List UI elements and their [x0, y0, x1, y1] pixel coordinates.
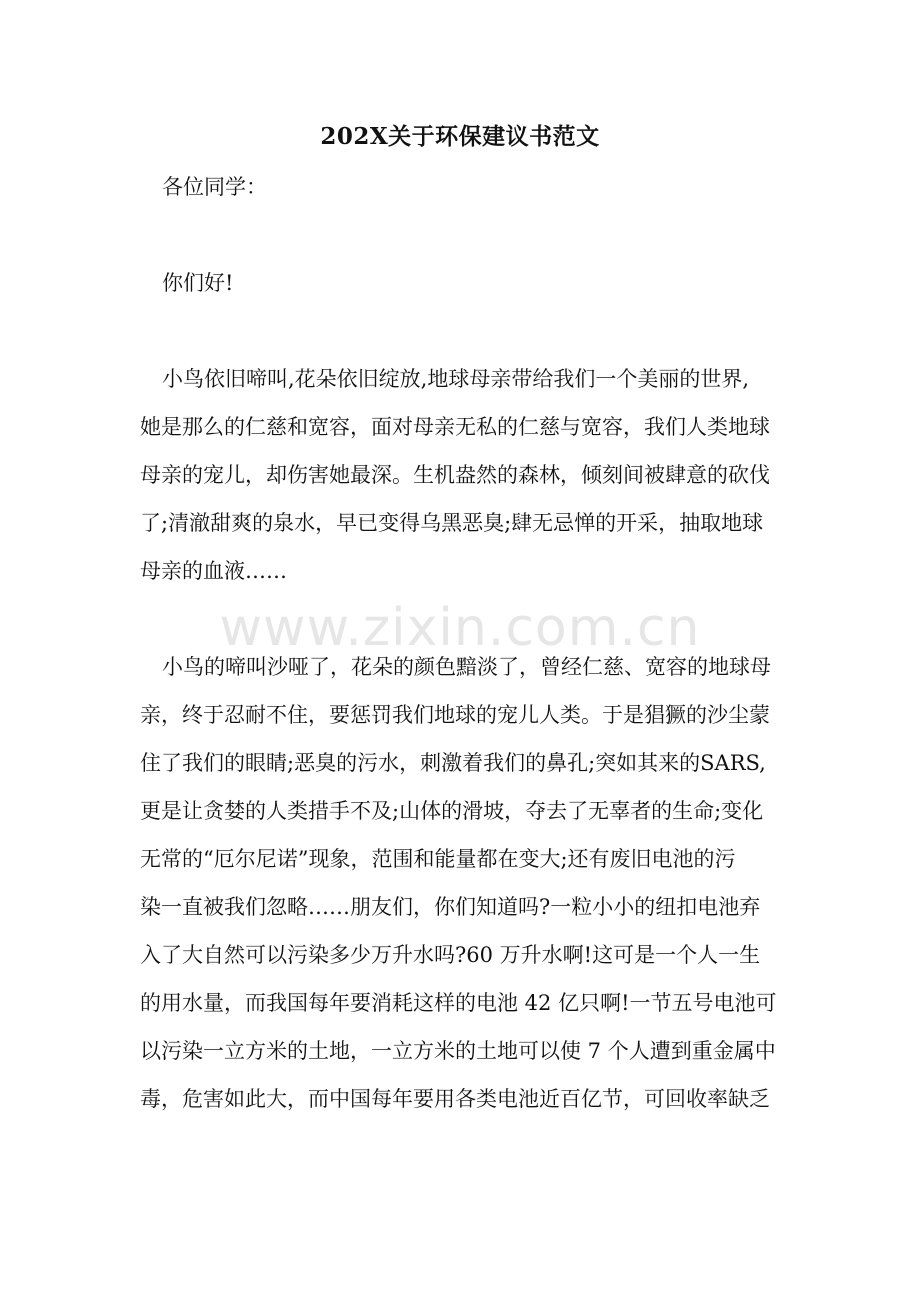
paragraph-line: 了;清澈甜爽的泉水，早已变得乌黑恶臭;肆无忌惮的开采，抽取地球	[140, 511, 764, 535]
paragraph-line: 的用水量，而我国每年要消耗这样的电池 42 亿只啊!一节五号电池可	[140, 991, 777, 1015]
paragraph-line: 母亲的宠儿，却伤害她最深。生机盎然的森林，倾刻间被肆意的砍伐	[140, 463, 770, 487]
document-title: 202X关于环保建议书范文	[320, 123, 600, 150]
paragraph-line: 入了大自然可以污染多少万升水吗?60 万升水啊!这可是一个人一生	[140, 943, 761, 967]
paragraph-line: 染一直被我们忽略……朋友们，你们知道吗?一粒小小的纽扣电池弃	[140, 895, 761, 919]
paragraph-line: 更是让贪婪的人类措手不及;山体的滑坡，夺去了无辜者的生命;变化	[140, 799, 764, 823]
paragraph-line: 住了我们的眼睛;恶臭的污水，刺激着我们的鼻孔;突如其来的SARS,	[140, 751, 766, 775]
paragraph-line: 她是那么的仁慈和宽容，面对母亲无私的仁慈与宽容，我们人类地球	[140, 415, 770, 439]
paragraph-line: 毒，危害如此大，而中国每年要用各类电池近百亿节，可回收率缺乏	[140, 1087, 770, 1111]
paragraph-line: 以污染一立方米的土地，一立方米的土地可以使 7 个人遭到重金属中	[140, 1039, 776, 1063]
paragraph-line: 无常的“厄尔尼诺”现象，范围和能量都在变大;还有废旧电池的污	[140, 847, 736, 871]
paragraph-line: 母亲的血液……	[140, 559, 287, 583]
paragraph-line: 小鸟的啼叫沙哑了，花朵的颜色黯淡了，曾经仁慈、宽容的地球母	[162, 655, 771, 679]
paragraph-line: 亲，终于忍耐不住，要惩罚我们地球的宠儿人类。于是猖獗的沙尘蒙	[140, 703, 770, 727]
greeting: 你们好!	[162, 271, 234, 295]
watermark: www.zixin.com.cn	[219, 598, 701, 658]
salutation: 各位同学：	[162, 175, 267, 199]
paragraph-line: 小鸟依旧啼叫,花朵依旧绽放,地球母亲带给我们一个美丽的世界,	[162, 367, 750, 391]
